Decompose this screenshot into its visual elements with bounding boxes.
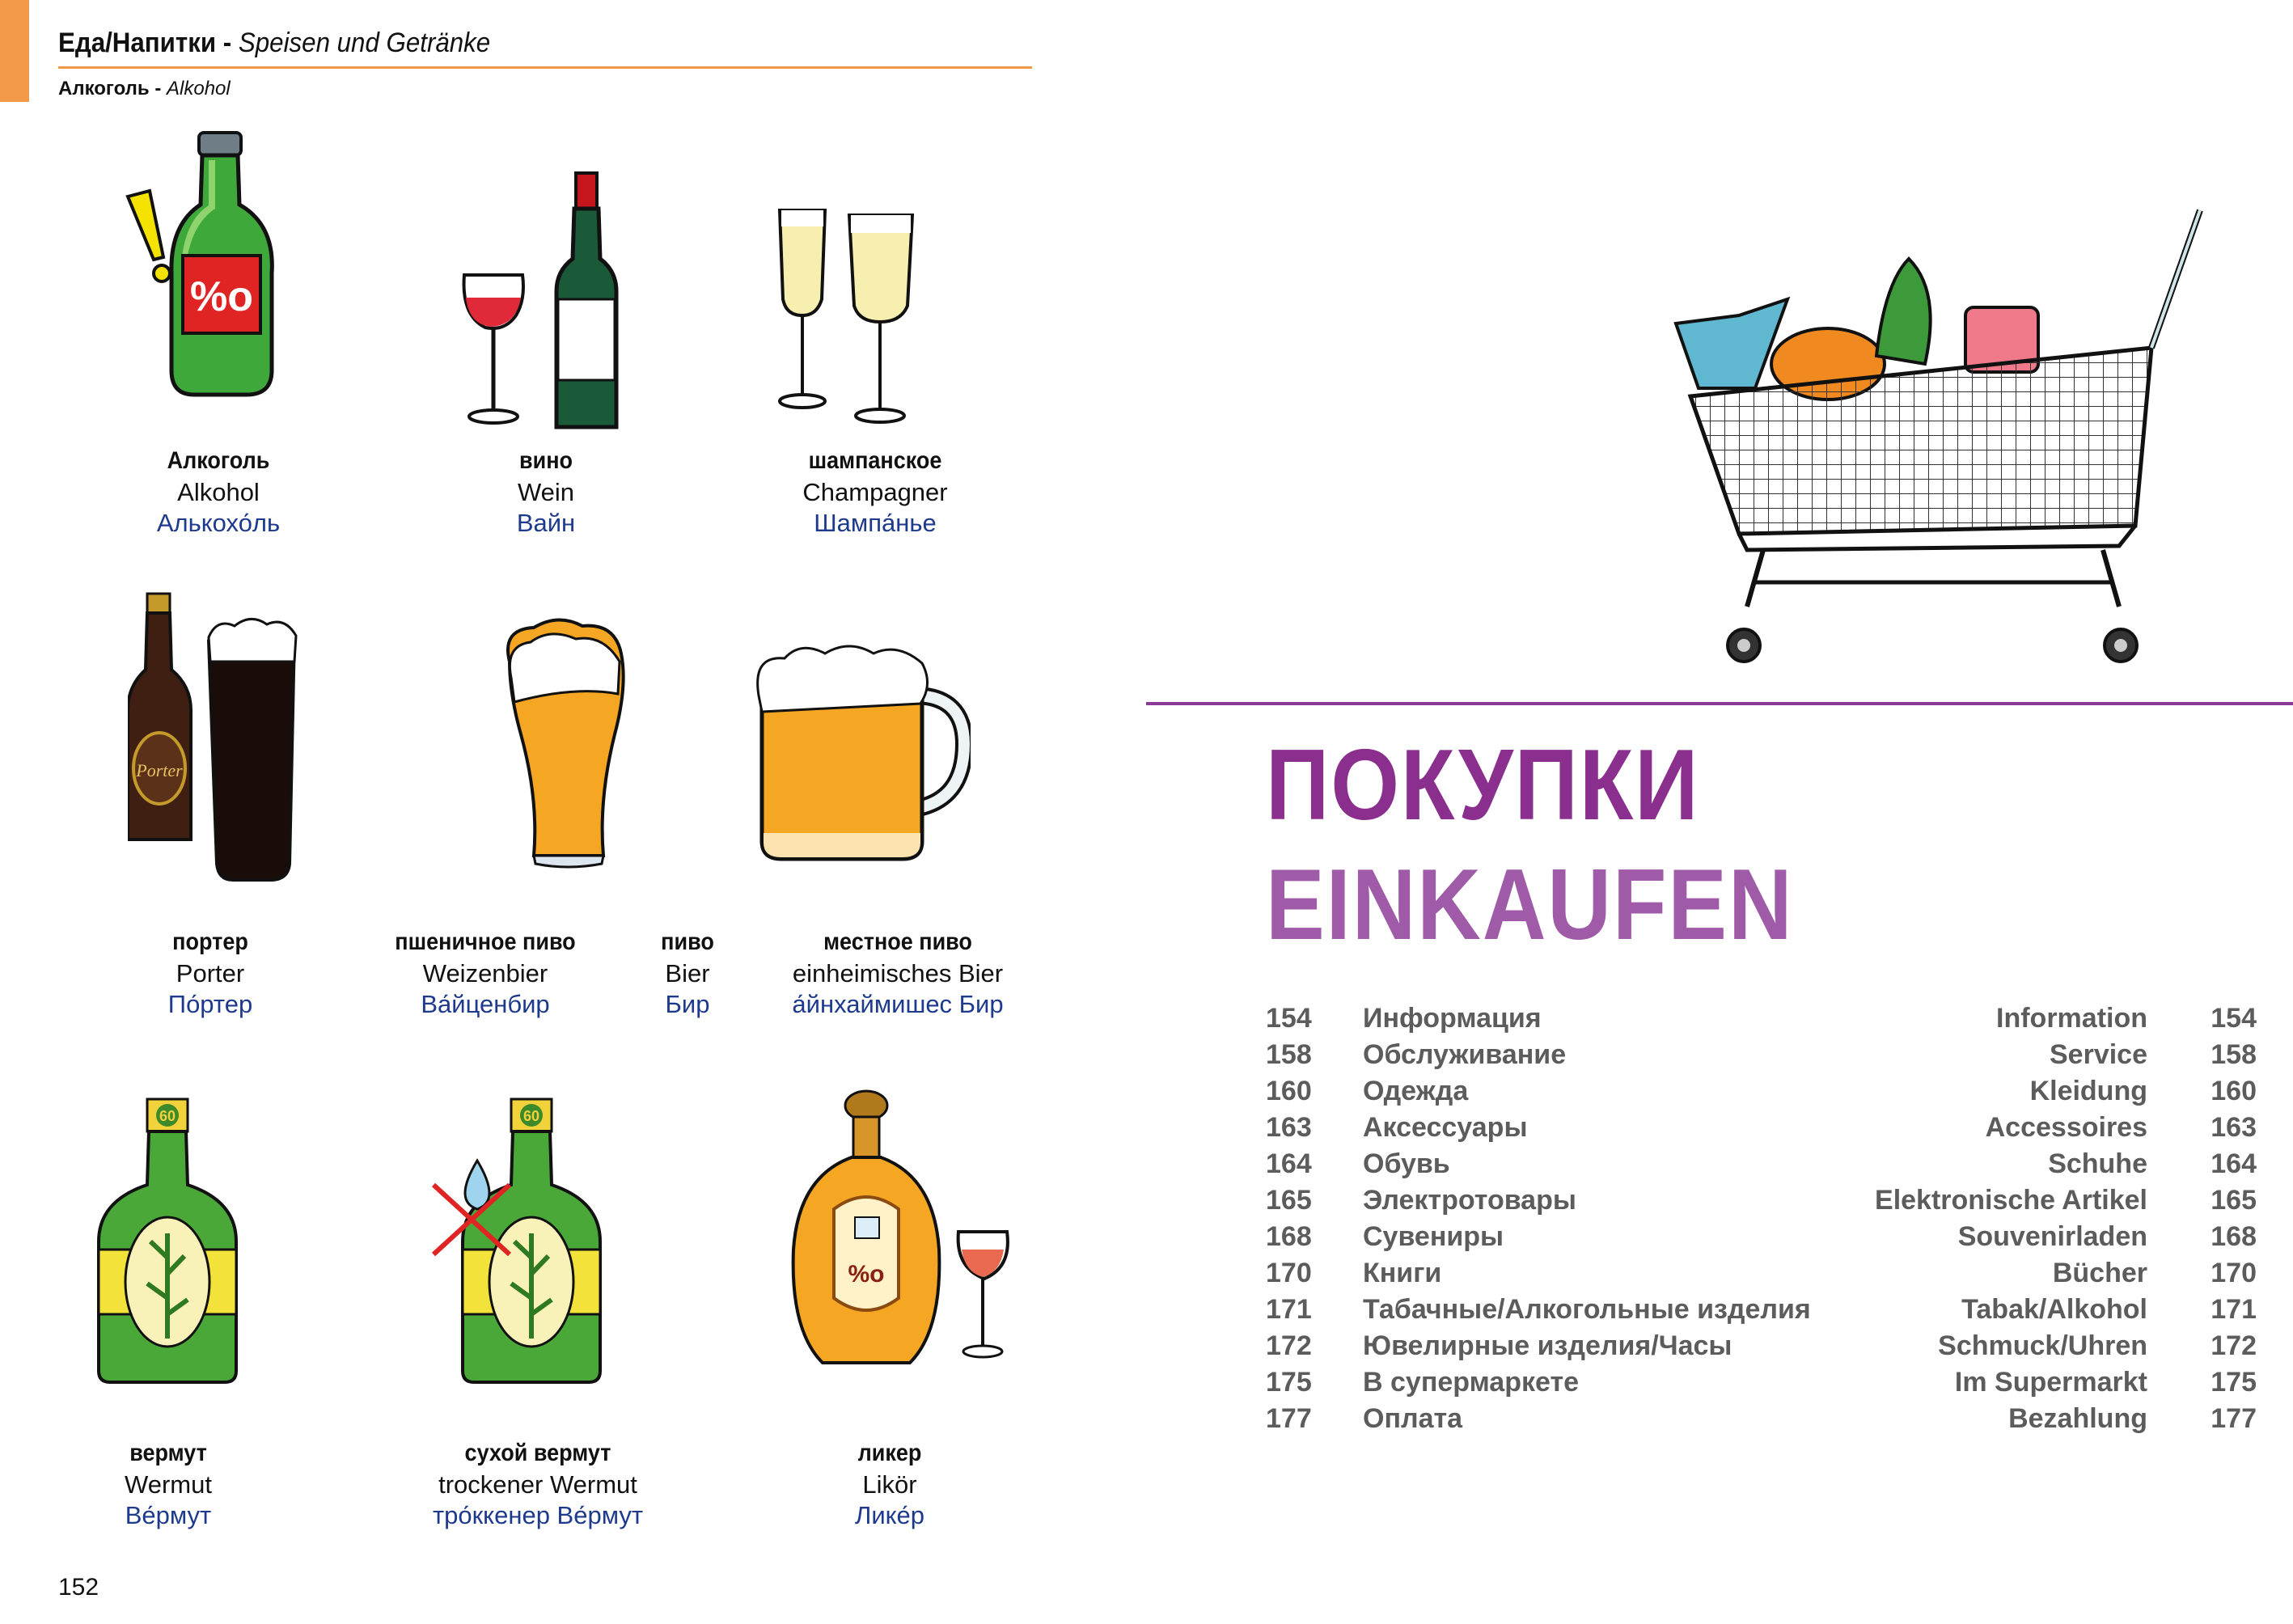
item-champagne: шампанское Champagner Шампа́нье [802,447,948,537]
chapter-title-ru: ПОКУПКИ [1266,730,1700,841]
section-subtitle: Алкоголь - Alkohol [58,78,231,99]
wine-icon [453,170,623,437]
porter-icon [128,589,314,888]
header-divider [58,66,1032,69]
beer-mug-icon [752,639,971,865]
section-title: Еда/Напитки - Speisen und Getränke [58,27,491,58]
toc-row[interactable]: 177 Оплата Bezahlung 177 [1266,1403,2257,1434]
section-tab [0,0,29,102]
porter-label: Porter [136,760,183,780]
toc-row[interactable]: 163 Аксессуары Accessoires 163 [1266,1112,2257,1143]
vermouth-icon [97,1096,243,1387]
item-weizenbier: пшеничное пиво Weizenbier Ва́йценбир [395,928,576,1018]
alcohol-bottle-icon [113,128,291,403]
toc-row[interactable]: 164 Обувь Schuhe 164 [1266,1148,2257,1179]
percent-mark: %o [848,1261,885,1288]
toc-row[interactable]: 160 Одежда Kleidung 160 [1266,1076,2257,1106]
chapter-title-de: EINKAUFEN [1266,849,1794,961]
toc-row[interactable]: 168 Сувениры Souvenirladen 168 [1266,1221,2257,1252]
toc-row[interactable]: 165 Электротовары Elektronische Artikel 165 [1266,1185,2257,1216]
weizenbier-icon [501,613,631,872]
toc-row[interactable]: 172 Ювелирные изделия/Часы Schmuck/Uhren 172 [1266,1330,2257,1361]
percent-mark: %o [190,273,253,320]
toc-row[interactable]: 154 Информация Information 154 [1266,1003,2257,1034]
shopping-cart-icon [1666,202,2224,679]
toc-row[interactable]: 158 Обслуживание Service 158 [1266,1039,2257,1070]
table-of-contents [1266,1003,2257,1440]
chapter-divider [1146,702,2293,705]
dry-vermouth-icon [429,1096,607,1387]
page-number: 152 [58,1574,99,1601]
liqueur-icon [789,1088,1023,1379]
item-beer: пиво Bier Бир [661,928,714,1018]
item-porter: портер Porter По́ртер [167,928,253,1018]
item-vermouth: вермут Wermut Ве́рмут [125,1440,212,1529]
toc-row[interactable]: 175 В супермаркете Im Supermarkt 175 [1266,1367,2257,1398]
item-alcohol: Алкоголь Alkohol Алькохо́ль [156,447,281,537]
item-dry-vermouth: сухой вермут trockener Wermut тро́ккенер Ве́рмут [432,1440,644,1529]
item-local-beer: местное пиво einheimisches Bier а́йнхаймишес Бир [792,928,1004,1018]
champagne-icon [768,202,930,429]
item-liqueur: ликер Likör Лике́р [854,1440,925,1529]
item-wine: вино Wein Вайн [516,447,576,537]
sixty-mark: 60 [159,1108,176,1124]
toc-row[interactable]: 171 Табачные/Алкогольные изделия Tabak/Alkohol 171 [1266,1294,2257,1325]
toc-row[interactable]: 170 Книги Bücher 170 [1266,1258,2257,1288]
sixty-mark: 60 [522,1108,540,1124]
